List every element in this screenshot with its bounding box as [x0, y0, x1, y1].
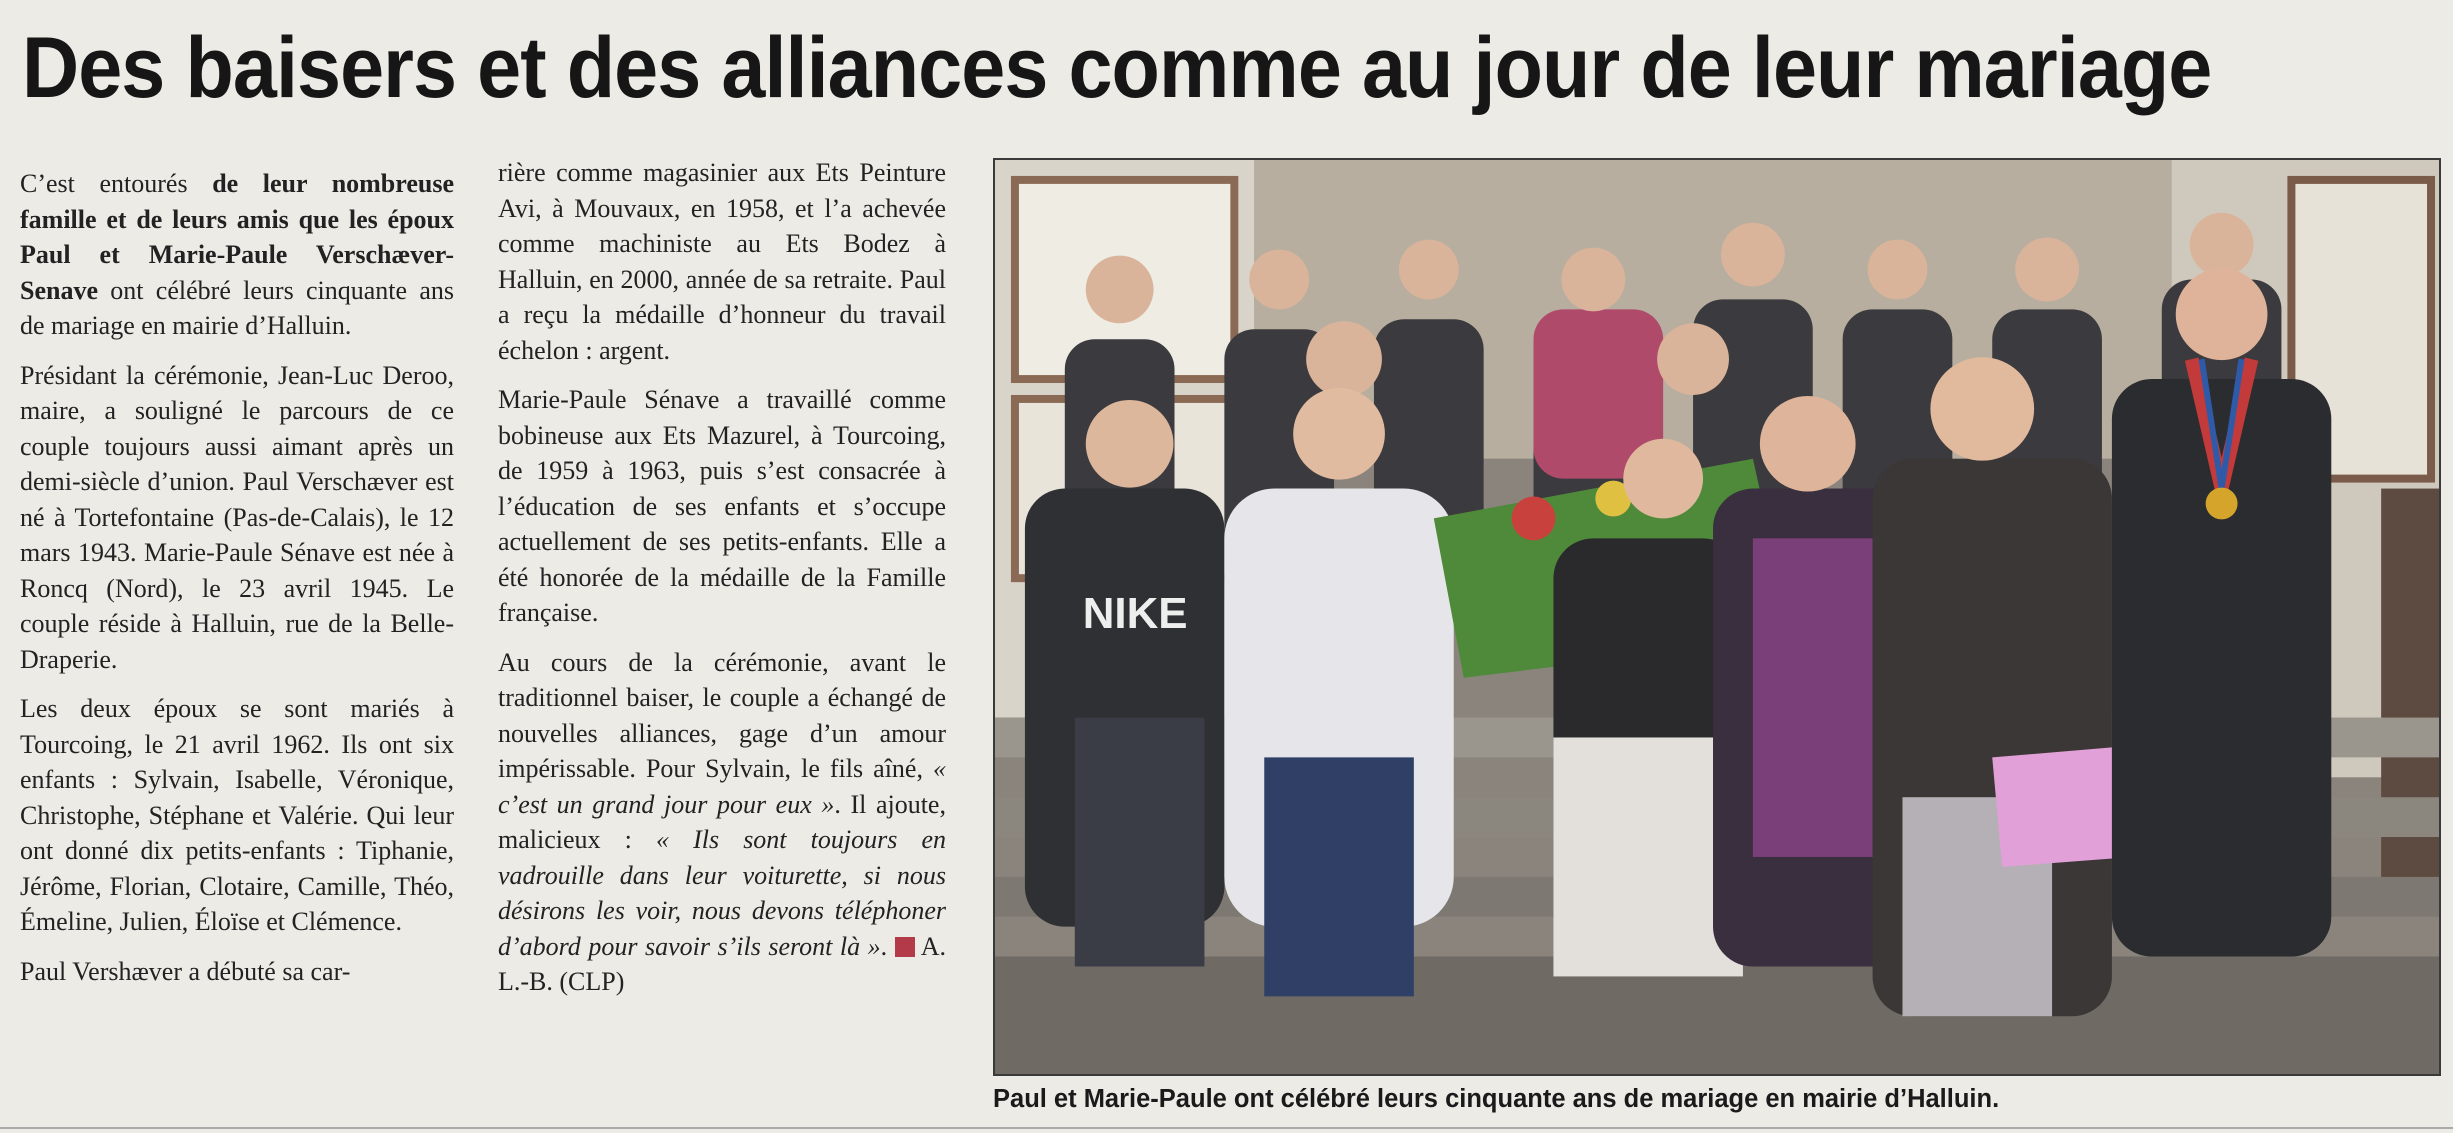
signature: A. L.-B. (CLP) [498, 931, 946, 996]
paragraph: Les deux époux se sont mariés à Tourcoing, le 21 avril 1962. Ils ont six enfants : Sylvain, Isabelle, Véronique, Christophe, Stéphane et Valérie. Qui leur ont donné dix petits-enfants : Tiphanie, Jérôme, Florian, Clotaire, Camille, Théo, Émeline, Julien, Éloïse et Clémence. [20, 694, 454, 936]
article-column-1 [20, 166, 454, 1003]
paragraph: Marie-Paule Sénave a travaillé comme bobineuse aux Ets Mazurel, à Tourcoing, de 1959 à 1963, puis s’est consacrée à l’éducation de ses enfants et s’occupe actuellement de ses petits-enfants. Elle a été honorée de la médaille de la Famille française. [498, 385, 946, 627]
group-photo [993, 158, 2441, 1076]
paragraph: Présidant la cérémonie, Jean-Luc Deroo, maire, a souligné le parcours de ce couple toujours aussi aimant après un demi-siècle d’union. Paul Verschæver est né à Tortefontaine (Pas-de-Calais), le 12 mars 1943. Marie-Paule Sénave est née à Roncq (Nord), le 23 avril 1945. Le couple réside à Halluin, rue de la Belle-Draperie. [20, 360, 454, 674]
paragraph: C’est entourés de leur nombreuse famille et de leurs amis que les époux Paul et Marie-Paule Verschæver-Senave ont célébré leurs cinquante ans de mariage en mairie d’Halluin. [20, 169, 454, 340]
group-photo-illustration [995, 160, 2439, 1074]
jacket-print: NIKE [1082, 588, 1188, 638]
paragraph: Paul Vershæver a débuté sa car- [20, 956, 351, 986]
end-mark-icon [895, 937, 915, 957]
quote: « c’est un grand jour pour eux » [498, 754, 946, 819]
quote: « Ils sont toujours en vadrouille dans leur voiturette, si nous désirons les voir, nous devons téléphoner d’abord pour savoir s’ils seront là » [498, 825, 946, 961]
headline: Des baisers et des alliances comme au jour de leur mariage [22, 20, 2212, 116]
lead-bold: de leur nombreuse famille et de leurs amis que les époux Paul et Marie-Paule Verschæver-Senave [20, 169, 454, 305]
paragraph: rière comme magasinier aux Ets Peinture Avi, à Mouvaux, en 1958, et l’a achevée comme machiniste au Ets Bodez à Halluin, en 2000, année de sa retraite. Paul a reçu la médaille d’honneur du travail échelon : argent. [498, 158, 946, 365]
bottom-rule [0, 1127, 2453, 1129]
article-column-2 [498, 155, 946, 1014]
paragraph: Au cours de la cérémonie, avant le traditionnel baiser, le couple a échangé de nouvelles alliances, gage d’un amour impérissable. Pour Sylvain, le fils aîné, « c’est un grand jour pour eux ». Il ajoute, malicieux : « Ils sont toujours en vadrouille dans leur voiturette, si nous désirons les voir, nous devons téléphoner d’abord pour savoir s’ils seront là ». A. L.-B. (CLP) [498, 647, 946, 996]
photo-caption: Paul et Marie-Paule ont célébré leurs cinquante ans de mariage en mairie d’Halluin. [993, 1085, 2000, 1113]
